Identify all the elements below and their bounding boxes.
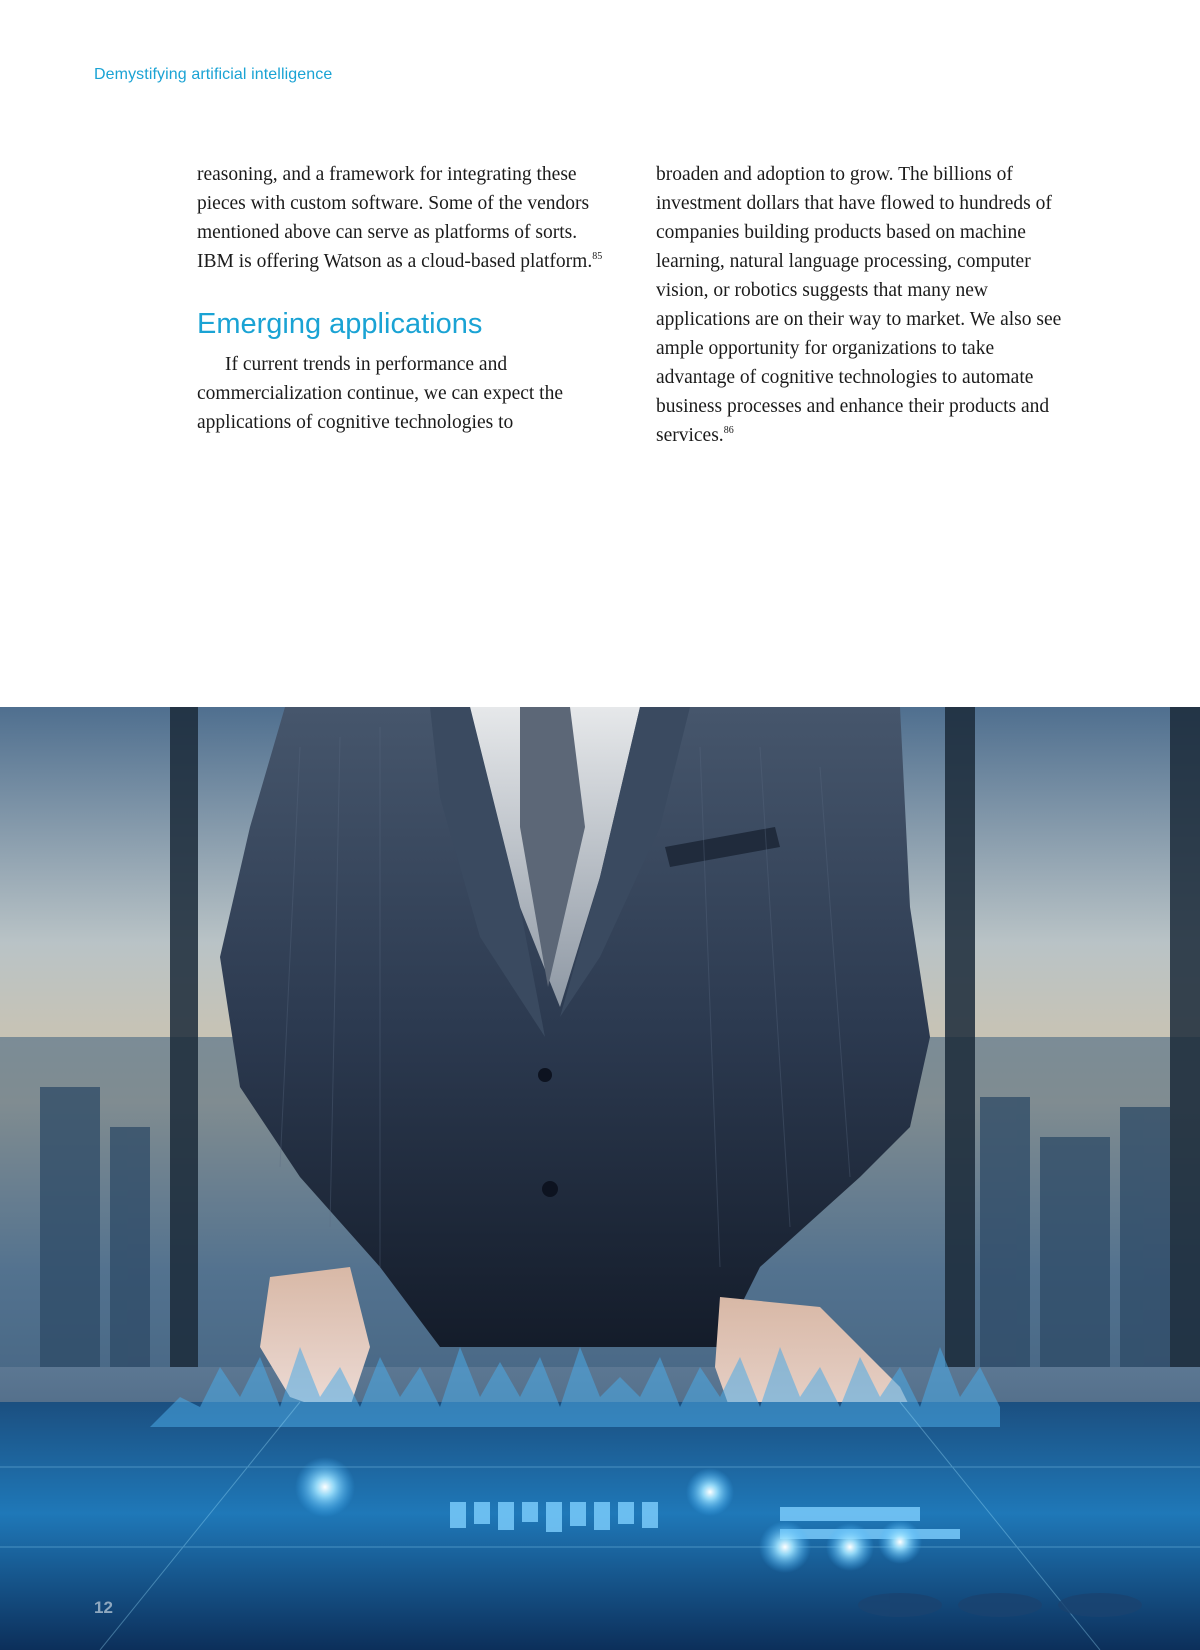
businessman-touchscreen-photo [0,707,1200,1650]
body-paragraph: broaden and adoption to grow. The billions of investment dollars that have flowed to hundreds of companies building products based on machine learning, natural language processing, computer vision, or robotics suggests that many new applications are on their way to market. We also see ample opportunity for organizations to take advantage of cognitive technologies to automate business processes and enhance their products and services.$^{86}$ [656,164,1062,446]
body-paragraph: If current trends in performance and commercialization continue, we can expect the applications of cognitive technologies to [197,354,563,433]
page-number: 12 [94,1598,113,1617]
right-column [656,160,1066,450]
left-column [197,160,607,437]
running-header: Demystifying artificial intelligence [94,66,333,83]
body-paragraph: reasoning, and a framework for integrating these pieces with custom software. Some of the vendors mentioned above can serve as platforms of sorts. IBM is offering Watson as a cloud-based platform.$^{85}$ [197,164,603,272]
footnote-ref[interactable]: 86 [723,425,734,436]
footnote-ref[interactable]: 85 [592,251,603,262]
section-heading: Emerging applications [197,308,483,340]
